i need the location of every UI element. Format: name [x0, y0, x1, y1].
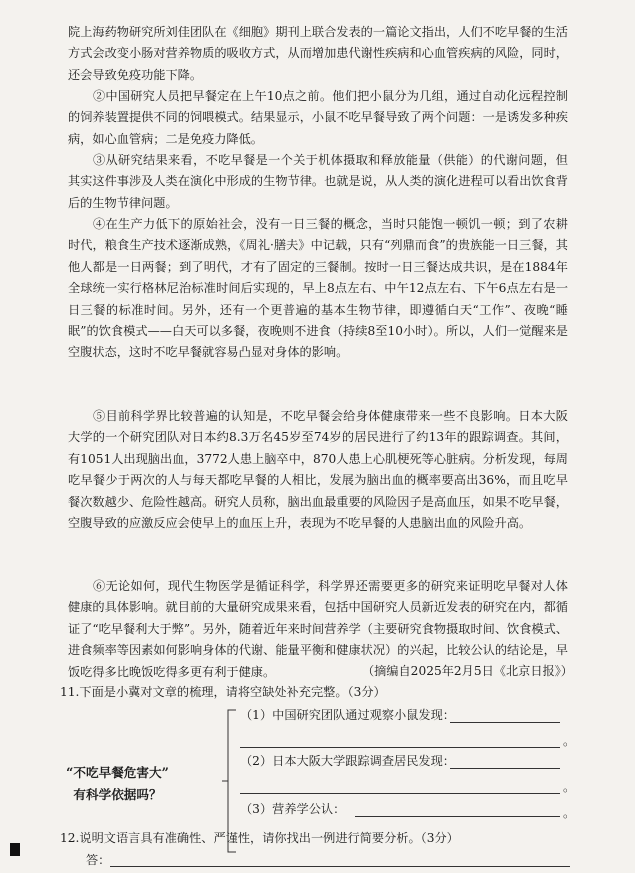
center-topic-line-2: 有科学依据吗？ [73, 787, 162, 802]
mindmap-center-topic [40, 762, 195, 806]
branch-3-blank-a[interactable] [355, 816, 560, 817]
question-11-stem: 11.下面是小冀对文章的梳理，请将空缺处补充完整。（3分） [60, 685, 386, 699]
article-paragraph-4: ④在生产力低下的原始社会，没有一日三餐的概念，当时只能饱一顿饥一顿；到了农耕时代，粮食生产技术逐渐成熟，《周礼·膳夫》中记载，只有“列鼎而食”的贵族能一日三餐，其他人都是一日两餐；到了明代，才有了固定的三餐制。按时一日三餐达成共识，是在1884年全球统一实行格林尼治标准时间后实现的，早上8点左右、中午12点左右、下午6点左右是一日三餐的标准时间。另外，还有一个更普遍的基本生物节律，即遵循白天“工作”、夜晚“睡眠”的饮食模式——白天可以多餐，夜晚则不进食（持续8至10小时）。所以，人们一觉醒来是空腹状态，这时不吃早餐就容易凸显对身体的影响。 [68, 217, 569, 360]
question-12-answer-line[interactable] [110, 866, 570, 867]
branch-3-end-mark: 。 [563, 806, 576, 820]
question-12-answer-label: 答： [86, 853, 111, 867]
branch-1-label: （1）中国研究团队通过观察小鼠发现： [240, 708, 455, 722]
article-paragraph-1: 院上海药物研究所刘佳团队在《细胞》期刊上联合发表的一篇论文指出，人们不吃早餐的生活方式会改变小肠对营养物质的吸收方式，从而增加患代谢性疾病和心血管疾病的风险，同时，还会导致免疫功能下降。 [68, 25, 568, 82]
branch-1-blank-a[interactable] [450, 722, 560, 723]
corner-registration-mark [10, 843, 20, 856]
question-12-stem: 12.说明文语言具有准确性、严谨性，请你找出一例进行简要分析。（3分） [60, 831, 459, 845]
center-topic-line-1: “不吃早餐危害大” [66, 765, 169, 780]
branch-1-end-mark: 。 [563, 734, 576, 748]
branch-1-blank-b[interactable] [240, 747, 560, 748]
branch-2-label: （2）日本大阪大学跟踪调查居民发现： [240, 754, 455, 768]
branch-2-blank-a[interactable] [450, 768, 560, 769]
article-source: （摘编自2025年2月5日《北京日报》） [361, 664, 573, 678]
branch-2-blank-b[interactable] [240, 793, 560, 794]
article-paragraph-6: ⑥无论如何，现代生物医学是循证科学，科学界还需要更多的研究来证明吃早餐对人体健康的具体影响。就目前的大量研究成果来看，包括中国研究人员新近发表的研究在内，都循证了“吃早餐利大于弊”。另外，随着近年来时间营养学（主要研究食物摄取时间、饮食模式、进食频率等因素如何影响身体的代谢、能量平衡和健康状况）的兴起，比较公认的结论是，早饭吃得多比晚饭吃得多更有利于健康。 [68, 579, 568, 679]
branch-2-end-mark: 。 [563, 780, 576, 794]
article-paragraph-2: ②中国研究人员把早餐定在上午10点之前。他们把小鼠分为几组，通过自动化远程控制的饲养装置提供不同的饲喂模式。结果显示，小鼠不吃早餐导致了两个问题：一是诱发多种疾病，如心血管病；二是免疫力降低。 [68, 89, 568, 146]
branch-3-label: （3）营养学公认： [240, 802, 346, 816]
article-paragraph-5: ⑤目前科学界比较普遍的认知是，不吃早餐会给身体健康带来一些不良影响。日本大阪大学的一个研究团队对日本约8.3万名45岁至74岁的居民进行了约13年的跟踪调查。其间，有1051人出现脑出血，3772人患上脑卒中，870人患上心肌梗死等心脏病。分析发现，每周吃早餐少于两次的人与每天都吃早餐的人相比，发展为脑出血的概率要高出36%，而且吃早餐次数越少、危险性越高。研究人员称，脑出血最重要的风险因子是高血压，如果不吃早餐，空腹导致的应激反应会使早上的血压上升，表现为不吃早餐的人患脑出血的风险升高。 [68, 409, 568, 531]
article-paragraph-3: ③从研究结果来看，不吃早餐是一个关于机体摄取和释放能量（供能）的代谢问题，但其实这件事涉及人类在演化中形成的生物节律。也就是说，从人类的演化进程可以看出饮食背后的生物节律问题。 [68, 153, 568, 210]
